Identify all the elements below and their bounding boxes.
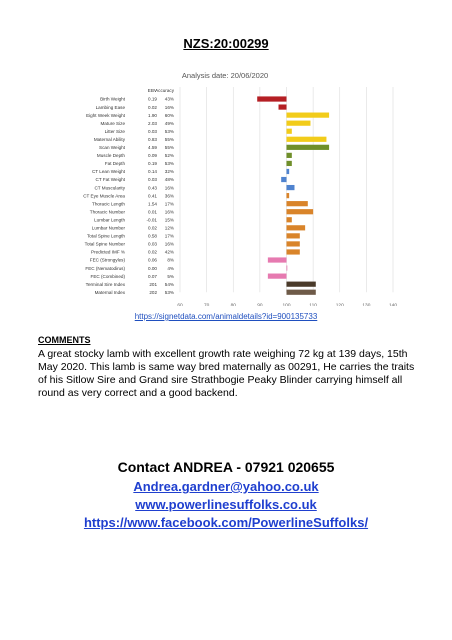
chart-title: Analysis date: 20/06/2020: [181, 71, 269, 80]
accuracy-value: 4%: [167, 265, 174, 271]
trait-label: CT Fat Weight: [95, 177, 125, 183]
ebv-bar: [287, 145, 330, 150]
ebv-value: 0.58: [148, 233, 157, 239]
ebv-value: 0.01: [148, 209, 157, 215]
ebv-bar: [287, 265, 288, 270]
ebv-value: 0.19: [148, 96, 157, 102]
comments-heading: COMMENTS: [38, 335, 91, 345]
accuracy-value: 53%: [164, 289, 174, 295]
ebv-value: 0.03: [148, 128, 157, 134]
accuracy-value: 48%: [164, 177, 174, 183]
accuracy-value: 5%: [167, 273, 174, 279]
website-link[interactable]: www.powerlinesuffolks.co.uk: [135, 497, 317, 512]
x-tick-label: 100: [282, 303, 291, 306]
trait-label: Maternal Ability: [93, 136, 125, 142]
trait-label: Scan Weight: [99, 145, 125, 151]
trait-label: Total Spine Length: [86, 233, 125, 239]
ebv-bar: [287, 113, 330, 118]
trait-label: Fat Depth: [104, 161, 125, 167]
accuracy-value: 42%: [164, 249, 174, 255]
ebv-bar: [287, 129, 292, 134]
ebv-value: 0.07: [148, 273, 157, 279]
trait-label: CT Muscularity: [94, 185, 125, 191]
ebv-value: 0.41: [148, 193, 157, 199]
accuracy-value: 49%: [164, 120, 174, 126]
accuracy-value: 16%: [164, 241, 174, 247]
ebv-value: 0.14: [148, 169, 157, 175]
trait-label: Lumbar Number: [91, 225, 125, 231]
accuracy-value: 12%: [164, 225, 174, 231]
trait-label: CT Eye Muscle Area: [83, 193, 125, 199]
trait-label: Lumbar Length: [94, 217, 125, 223]
ebv-value: 0.03: [148, 241, 157, 247]
accuracy-value: 8%: [167, 257, 174, 263]
signet-link[interactable]: https://signetdata.com/animaldetails?id=900135733: [134, 312, 318, 321]
comments-body: A great stocky lamb with excellent growth rate weighing 72 kg at 139 days, 15th May 2020. This lamb is same way bred maternally as 00291, He carries the traits of his Sitlow Sire and Grand sire Strathbogie Peaky Blinder carrying himself all round as very correct and a good backend.: [38, 348, 415, 399]
trait-label: Eight Week Weight: [86, 112, 125, 118]
ebv-value: 1.54: [148, 201, 157, 207]
ebv-bar: [287, 137, 327, 142]
accuracy-value: 16%: [164, 104, 174, 110]
accuracy-value: 55%: [164, 136, 174, 142]
ebv-value: -0.01: [146, 217, 157, 223]
accuracy-value: 52%: [164, 153, 174, 159]
ebv-value: 0.00: [148, 265, 157, 271]
trait-label: Total Spine Number: [84, 241, 125, 247]
ebv-value: 0.19: [148, 161, 157, 167]
ebv-bar: [268, 257, 287, 262]
ebv-value: 0.03: [148, 177, 157, 183]
ebv-bar: [257, 96, 286, 101]
x-tick-label: 90: [257, 303, 263, 306]
trait-label: Predicted IMF %: [91, 249, 125, 255]
email-link[interactable]: Andrea.gardner@yahoo.co.uk: [133, 479, 319, 494]
ebv-bar: [287, 225, 306, 230]
accuracy-value: 53%: [164, 161, 174, 167]
accuracy-value: 16%: [164, 185, 174, 191]
ebv-bar: [287, 217, 292, 222]
facebook-link[interactable]: https://www.facebook.com/PowerlineSuffolks/: [83, 515, 369, 530]
ebv-value: 0.83: [148, 136, 157, 142]
trait-label: Maternal Index: [94, 289, 125, 295]
accuracy-value: 17%: [164, 201, 174, 207]
trait-label: Lambing Ease: [95, 104, 125, 110]
contact-line: Contact ANDREA - 07921 020655: [117, 459, 335, 475]
ebv-value: 4.59: [148, 145, 157, 151]
ebv-bar: [287, 169, 290, 174]
ebv-bar: [287, 153, 292, 158]
accuracy-value: 15%: [164, 217, 174, 223]
ebv-bar: [287, 241, 300, 246]
ebv-value: 201: [149, 281, 157, 287]
accuracy-value: 32%: [164, 169, 174, 175]
ebv-bar: [287, 185, 295, 190]
accuracy-value: 36%: [164, 193, 174, 199]
trait-label: Litter Size: [104, 128, 125, 134]
accuracy-value: 16%: [164, 209, 174, 215]
accuracy-value: 17%: [164, 233, 174, 239]
ebv-value: 0.06: [148, 257, 157, 263]
trait-label: Thoracic Number: [89, 209, 125, 215]
ebv-bar: [287, 121, 311, 126]
trait-label: Birth Weight: [100, 96, 125, 102]
x-tick-label: 120: [335, 303, 344, 306]
x-tick-label: 80: [230, 303, 236, 306]
trait-label: Muscle Depth: [96, 153, 125, 159]
page-title: NZS:20:00299: [183, 36, 269, 51]
trait-label: CT Lean Weight: [91, 169, 125, 175]
ebv-value: 0.09: [148, 153, 157, 159]
x-tick-label: 140: [388, 303, 398, 306]
trait-label: Thoracic Length: [92, 201, 125, 207]
trait-label: FEC (Combined): [90, 273, 125, 279]
ebv-value: 0.02: [148, 104, 157, 110]
ebv-bar: [287, 282, 316, 287]
x-tick-label: 110: [309, 303, 317, 306]
ebv-value: 0.02: [148, 225, 157, 231]
accuracy-value: 43%: [164, 96, 174, 102]
ebv-column-header: EBV: [147, 88, 157, 93]
ebv-bar: [287, 233, 300, 238]
ebv-value: 0.43: [148, 185, 157, 191]
trait-label: FEC (Strongyles): [89, 257, 125, 263]
accuracy-value: 55%: [164, 145, 174, 151]
accuracy-column-header: Accuracy: [155, 88, 174, 93]
ebv-value: 2.03: [148, 120, 157, 126]
x-tick-label: 70: [203, 303, 210, 306]
ebv-bar: [279, 104, 287, 109]
accuracy-value: 53%: [164, 128, 174, 134]
ebv-bar: [287, 209, 314, 214]
trait-label: FEC (Nematodirus): [85, 265, 125, 271]
ebv-value: 202: [149, 289, 157, 295]
ebv-bar: [287, 161, 292, 166]
accuracy-value: 54%: [164, 281, 174, 287]
ebv-value: 1.90: [148, 112, 157, 118]
ebv-bar: [287, 290, 316, 295]
x-tick-label: 60: [177, 303, 183, 306]
x-tick-label: 130: [362, 303, 371, 306]
ebv-value: 0.02: [148, 249, 157, 255]
trait-label: Mature Size: [100, 120, 125, 126]
accuracy-value: 60%: [164, 112, 174, 118]
ebv-bar: [281, 177, 286, 182]
ebv-bar: [287, 249, 300, 254]
ebv-bar: [287, 193, 290, 198]
trait-label: Terminal Sire Index: [85, 281, 125, 287]
ebv-bar: [268, 274, 287, 279]
ebv-bar-chart: [45, 68, 407, 306]
ebv-bar: [287, 201, 308, 206]
